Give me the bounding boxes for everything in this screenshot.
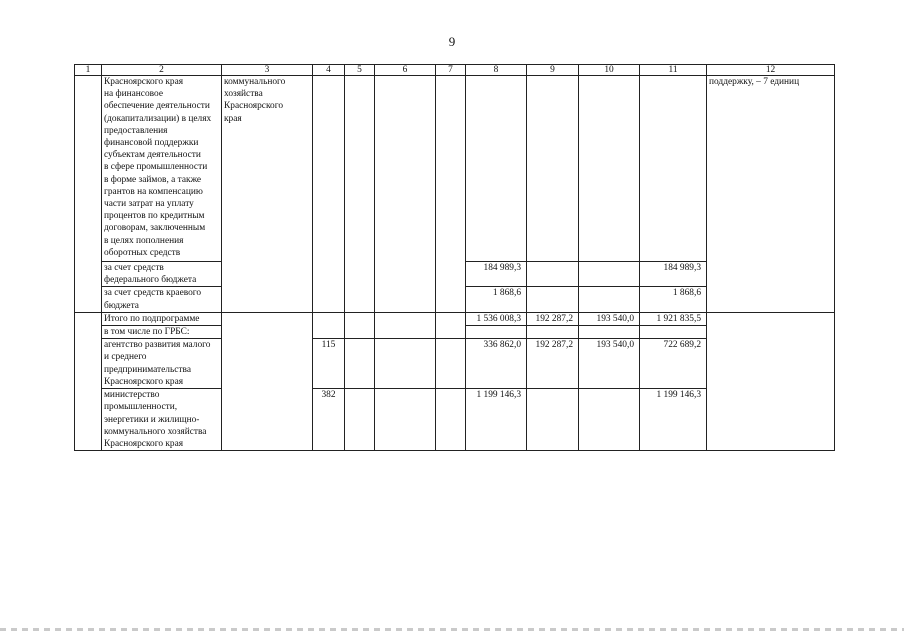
total-col10: 193 540,0 [579,312,640,325]
cell-col4 [313,326,345,339]
cell-col7 [436,312,466,325]
value-col11: 722 689,2 [640,339,707,389]
value-col10: 193 540,0 [579,339,640,389]
column-header: 10 [579,65,640,76]
total-col9: 192 287,2 [527,312,579,325]
total-col11: 1 921 835,5 [640,312,707,325]
cell-col10 [579,389,640,451]
cell-col8 [466,76,527,262]
value-col11: 184 989,3 [640,262,707,287]
value-col8: 184 989,3 [466,262,527,287]
column-header: 12 [707,65,835,76]
column-header: 11 [640,65,707,76]
table-row [75,76,835,262]
cell-col5 [345,326,375,339]
grbs-code: 115 [313,339,345,389]
cell-col7 [436,76,466,313]
grbs-name: коммунального хозяйства Красноярского края [222,76,313,313]
funding-source-label: за счет средств краевого бюджета [102,287,222,312]
cell-col7 [436,389,466,451]
cell-col11 [640,76,707,262]
cell-col5 [345,76,375,313]
value-col8: 336 862,0 [466,339,527,389]
cell-col6 [375,326,436,339]
cell-col4 [313,76,345,313]
value-col9: 192 287,2 [527,339,579,389]
cell-col5 [345,389,375,451]
total-col8: 1 536 008,3 [466,312,527,325]
cell-col6 [375,339,436,389]
cell-col10 [579,287,640,312]
cell-col10 [579,326,640,339]
cell-col6 [375,76,436,313]
cell-col10 [579,76,640,262]
cell-col9 [527,287,579,312]
grbs-code: 382 [313,389,345,451]
grbs-label: министерство промышленности, энергетики и жилищно- коммунального хозяйства Красноярского края [102,389,222,451]
table-row [75,312,835,325]
column-header: 1 [75,65,102,76]
column-header: 9 [527,65,579,76]
cell-col9 [527,262,579,287]
cell-col6 [375,312,436,325]
cell-col12 [707,312,835,450]
program-table [74,64,835,451]
page-number: 9 [448,34,456,49]
value-col8: 1 868,6 [466,287,527,312]
cell-col9 [527,389,579,451]
total-label: Итого по подпрограмме [102,312,222,325]
column-header: 2 [102,65,222,76]
cell-col6 [375,389,436,451]
subheading-label: в том числе по ГРБС: [102,326,222,339]
cell-col5 [345,312,375,325]
cell-col4 [313,312,345,325]
cell-col9 [527,326,579,339]
cell-col8 [466,326,527,339]
cell-col5 [345,339,375,389]
column-header: 6 [375,65,436,76]
cell-col7 [436,326,466,339]
value-col8: 1 199 146,3 [466,389,527,451]
cell-col7 [436,339,466,389]
column-header-row [75,65,835,76]
column-header: 7 [436,65,466,76]
cell-col3 [222,312,313,450]
result-description: поддержку, – 7 единиц [707,76,835,313]
scan-artifact [0,628,904,631]
column-header: 8 [466,65,527,76]
grbs-label: агентство развития малого и среднего предпринимательства Красноярского края [102,339,222,389]
column-header: 3 [222,65,313,76]
cell-col11 [640,326,707,339]
cell-col1 [75,312,102,450]
cell-col9 [527,76,579,262]
column-header: 4 [313,65,345,76]
value-col11: 1 868,6 [640,287,707,312]
column-header: 5 [345,65,375,76]
measure-description: Красноярского края на финансовое обеспечение деятельности (докапитализации) в целях предоставления финансовой поддержки субъектам деятельности в сфере промышленности в форме займов, а также грантов на компенсацию части затрат на уплату процентов по кредитным договорам, заключенным в целях пополнения оборотных средств [102,76,222,262]
value-col11: 1 199 146,3 [640,389,707,451]
funding-source-label: за счет средств федерального бюджета [102,262,222,287]
cell-col1 [75,76,102,313]
cell-col10 [579,262,640,287]
